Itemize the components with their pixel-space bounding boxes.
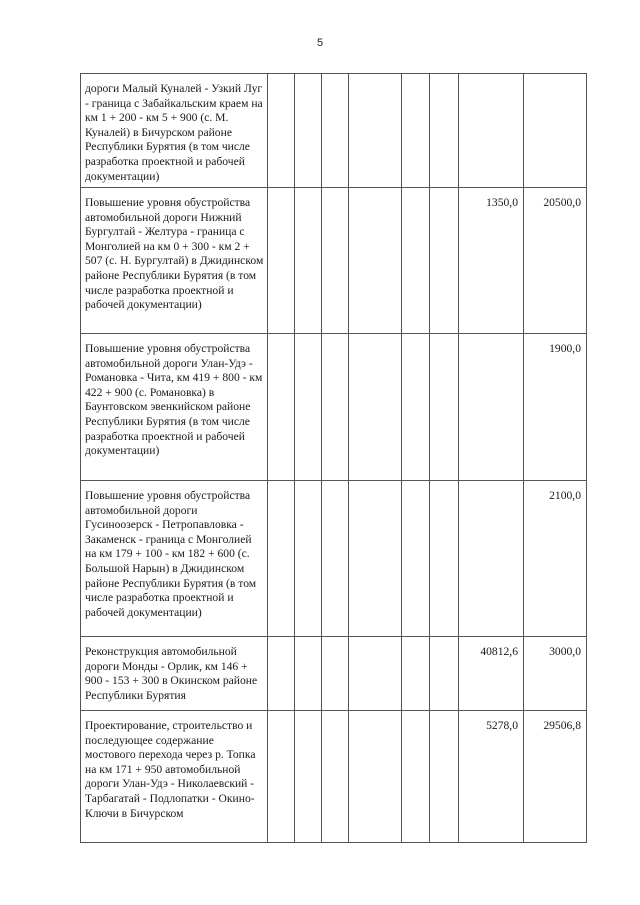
empty-cell — [430, 481, 459, 637]
amount-cell-a: 40812,6 — [459, 637, 524, 711]
empty-cell — [402, 334, 430, 481]
empty-cell — [402, 74, 430, 188]
empty-cell — [322, 637, 349, 711]
empty-cell — [402, 188, 430, 334]
table-row — [81, 481, 587, 637]
empty-cell — [268, 637, 295, 711]
empty-cell — [430, 711, 459, 843]
empty-cell — [322, 711, 349, 843]
empty-cell — [349, 481, 402, 637]
empty-cell — [295, 334, 322, 481]
table-row — [81, 334, 587, 481]
amount-cell-b: 2100,0 — [524, 481, 587, 637]
row-description: Повышение уровня обустройства автомобильной дороги Гусиноозерск - Петропавловка - Закаменск - граница с Монголией на км 179 + 100 - км 182 + 600 (с. Большой Нарын) в Джидинском районе Республики Бурятия (в том числе разработка проектной и рабочей документации) — [81, 481, 268, 637]
amount-cell-b — [524, 74, 587, 188]
amount-cell-a: 5278,0 — [459, 711, 524, 843]
row-description: Повышение уровня обустройства автомобильной дороги Улан-Удэ - Романовка - Чита, км 419 + 800 - км 422 + 900 (с. Романовка) в Баунтовском эвенкийском районе Республики Бурятия (в том числе разработка проектной и рабочей документации) — [81, 334, 268, 481]
budget-table — [80, 73, 587, 843]
amount-cell-b: 1900,0 — [524, 334, 587, 481]
amount-cell-a — [459, 74, 524, 188]
amount-cell-b: 3000,0 — [524, 637, 587, 711]
amount-cell-a — [459, 334, 524, 481]
empty-cell — [402, 481, 430, 637]
page-number: 5 — [316, 37, 324, 49]
empty-cell — [268, 334, 295, 481]
empty-cell — [268, 188, 295, 334]
amount-cell-b: 29506,8 — [524, 711, 587, 843]
empty-cell — [322, 74, 349, 188]
empty-cell — [349, 188, 402, 334]
empty-cell — [322, 334, 349, 481]
empty-cell — [402, 637, 430, 711]
empty-cell — [295, 188, 322, 334]
empty-cell — [430, 74, 459, 188]
amount-cell-b: 20500,0 — [524, 188, 587, 334]
row-description: Реконструкция автомобильной дороги Монды - Орлик, км 146 + 900 - 153 + 300 в Окинском районе Республики Бурятия — [81, 637, 268, 711]
table-row — [81, 637, 587, 711]
empty-cell — [430, 334, 459, 481]
empty-cell — [295, 481, 322, 637]
empty-cell — [322, 188, 349, 334]
empty-cell — [402, 711, 430, 843]
empty-cell — [295, 637, 322, 711]
row-description: Повышение уровня обустройства автомобильной дороги Нижний Бургултай - Желтура - граница с Монголией на км 0 + 300 - км 2 + 507 (с. Н. Бургултай) в Джидинском районе Республики Бурятия (в том числе разработка проектной и рабочей документации) — [81, 188, 268, 334]
table-row — [81, 74, 587, 188]
empty-cell — [349, 711, 402, 843]
table-row — [81, 711, 587, 843]
empty-cell — [295, 74, 322, 188]
empty-cell — [349, 74, 402, 188]
amount-cell-a: 1350,0 — [459, 188, 524, 334]
empty-cell — [268, 74, 295, 188]
empty-cell — [322, 481, 349, 637]
amount-cell-a — [459, 481, 524, 637]
row-description: Проектирование, строительство и последующее содержание мостового перехода через р. Топка на км 171 + 950 автомобильной дороги Улан-Удэ - Николаевский - Тарбагатай - Подлопатки - Окино-Ключи в Бичурском — [81, 711, 268, 843]
empty-cell — [268, 481, 295, 637]
empty-cell — [295, 711, 322, 843]
row-description: дороги Малый Куналей - Узкий Луг - граница с Забайкальским краем на км 1 + 200 - км 5 + 900 (с. М. Куналей) в Бичурском районе Республики Бурятия (в том числе разработка проектной и рабочей документации) — [81, 74, 268, 188]
empty-cell — [268, 711, 295, 843]
empty-cell — [349, 637, 402, 711]
empty-cell — [430, 188, 459, 334]
table-row — [81, 188, 587, 334]
empty-cell — [430, 637, 459, 711]
empty-cell — [349, 334, 402, 481]
